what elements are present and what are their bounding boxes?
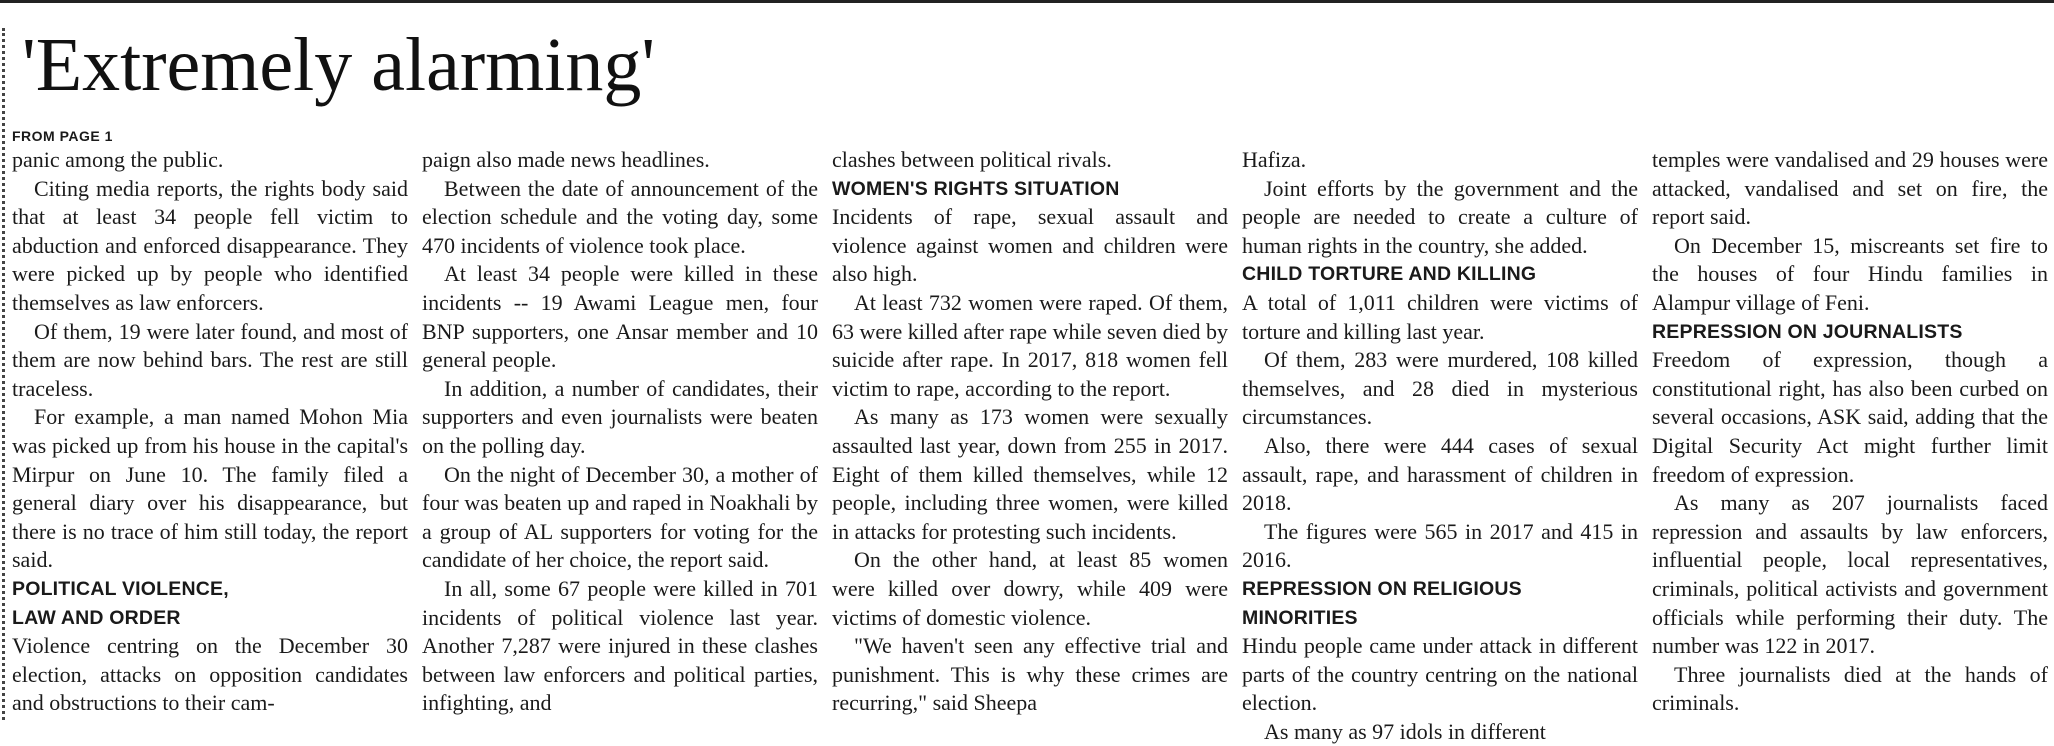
subheading: [12, 575, 408, 632]
column-3: [832, 126, 1228, 723]
column-5: [1652, 126, 2048, 723]
paragraph: Joint efforts by the government and the people are needed to create a culture of human rights in the country, she added.: [1242, 175, 1638, 258]
kicker-spacer: [832, 126, 1228, 146]
paragraph: On December 15, miscreants set fire to the houses of four Hindu families in Alampur village of Feni.: [1652, 232, 2048, 315]
paragraph: "We haven't seen any effective trial and punishment. This is why these crimes are recurring," said Sheepa: [832, 633, 1228, 716]
paragraph: clashes between political rivals.: [832, 147, 1112, 172]
paragraph: Three journalists died at the hands of criminals.: [1652, 661, 2048, 716]
paragraph: paign also made news headlines.: [422, 147, 710, 172]
top-rule: [0, 0, 2054, 3]
subheading: REPRESSION ON JOURNALISTS: [1652, 320, 1963, 343]
subheading: CHILD TORTURE AND KILLING: [1242, 263, 1537, 286]
paragraph: In all, some 67 people were killed in 701 incidents of political violence last year. Another 7,287 were injured in these clashes between law enforcers and political parties, infighting, and: [422, 575, 818, 716]
paragraph: Incidents of rape, sexual assault and violence against women and children were also high.: [832, 204, 1228, 287]
paragraph: In addition, a number of candidates, their supporters and even journalists were beaten on the polling day.: [422, 375, 818, 458]
subheading-line: MINORITIES: [1242, 606, 1358, 629]
paragraph: Freedom of expression, though a constitutional right, has also been curbed on several occasions, ASK said, adding that the Digital Security Act might further limit freedom of expression.: [1652, 347, 2048, 487]
paragraph: Of them, 19 were later found, and most of them are now behind bars. The rest are still traceless.: [12, 318, 408, 401]
column-dotted-border: [2, 28, 5, 720]
paragraph: Citing media reports, the rights body said that at least 34 people fell victim to abduction and enforced disappearance. They were picked up by people who identified themselves as law enforcers.: [12, 175, 408, 315]
paragraph: Between the date of announcement of the election schedule and the voting day, some 470 incidents of violence took place.: [422, 175, 818, 258]
paragraph: At least 34 people were killed in these incidents -- 19 Awami League men, four BNP supporters, one Ansar member and 10 general people.: [422, 261, 818, 373]
paragraph: As many as 173 women were sexually assaulted last year, down from 255 in 2017. Eight of them killed themselves, while 12 people, including three women, were killed in attacks for protesting such incidents.: [832, 404, 1228, 544]
paragraph: temples were vandalised and 29 houses were attacked, vandalised and set on fire, the report said.: [1652, 147, 2048, 230]
subheading-line: LAW AND ORDER: [12, 606, 181, 629]
column-2: [422, 126, 818, 723]
paragraph: For example, a man named Mohon Mia was picked up from his house in the capital's Mirpur on June 10. The family filed a general diary over his disappearance, but there is no trace of him still today, the report said.: [12, 404, 408, 573]
paragraph: As many as 97 idols in different: [1264, 718, 1546, 744]
kicker-spacer: [1242, 126, 1638, 146]
paragraph: The figures were 565 in 2017 and 415 in 2016.: [1242, 518, 1638, 573]
subheading: WOMEN'S RIGHTS SITUATION: [832, 177, 1120, 200]
subheading-line: POLITICAL VIOLENCE,: [12, 577, 229, 600]
paragraph: At least 732 women were raped. Of them, 63 were killed after rape while seven died by suicide after rape. In 2017, 818 women fell victim to rape, according to the report.: [832, 289, 1228, 401]
paragraph: Also, there were 444 cases of sexual assault, rape, and harassment of children in 2018.: [1242, 432, 1638, 516]
column-4: [1242, 126, 1638, 744]
article-columns: [12, 126, 2048, 744]
paragraph: Of them, 283 were murdered, 108 killed themselves, and 28 died in mysterious circumstances.: [1242, 347, 1638, 430]
kicker-spacer: [1652, 126, 2048, 146]
column-1: [12, 126, 408, 723]
subheading-line: REPRESSION ON RELIGIOUS: [1242, 577, 1522, 600]
paragraph: Violence centring on the December 30 election, attacks on opposition candidates and obstructions to their cam-: [12, 633, 408, 716]
continuation-kicker: FROM PAGE 1: [12, 128, 113, 144]
paragraph: A total of 1,011 children were victims of torture and killing last year.: [1242, 289, 1638, 344]
paragraph: As many as 207 journalists faced repression and assaults by law enforcers, influential people, local representatives, criminals, political activists and government officials while performing their duty. The number was 122 in 2017.: [1652, 490, 2048, 659]
paragraph: panic among the public.: [12, 147, 224, 172]
paragraph: Hindu people came under attack in different parts of the country centring on the national election.: [1242, 633, 1638, 716]
paragraph: On the night of December 30, a mother of four was beaten up and raped in Noakhali by a group of AL supporters for voting for the candidate of her choice, the report said.: [422, 461, 818, 573]
kicker-spacer: [422, 126, 818, 146]
paragraph: Hafiza.: [1242, 147, 1307, 172]
headline: 'Extremely alarming': [22, 23, 656, 107]
paragraph: On the other hand, at least 85 women were killed over dowry, while 409 were victims of domestic violence.: [832, 547, 1228, 630]
subheading: [1242, 575, 1638, 632]
